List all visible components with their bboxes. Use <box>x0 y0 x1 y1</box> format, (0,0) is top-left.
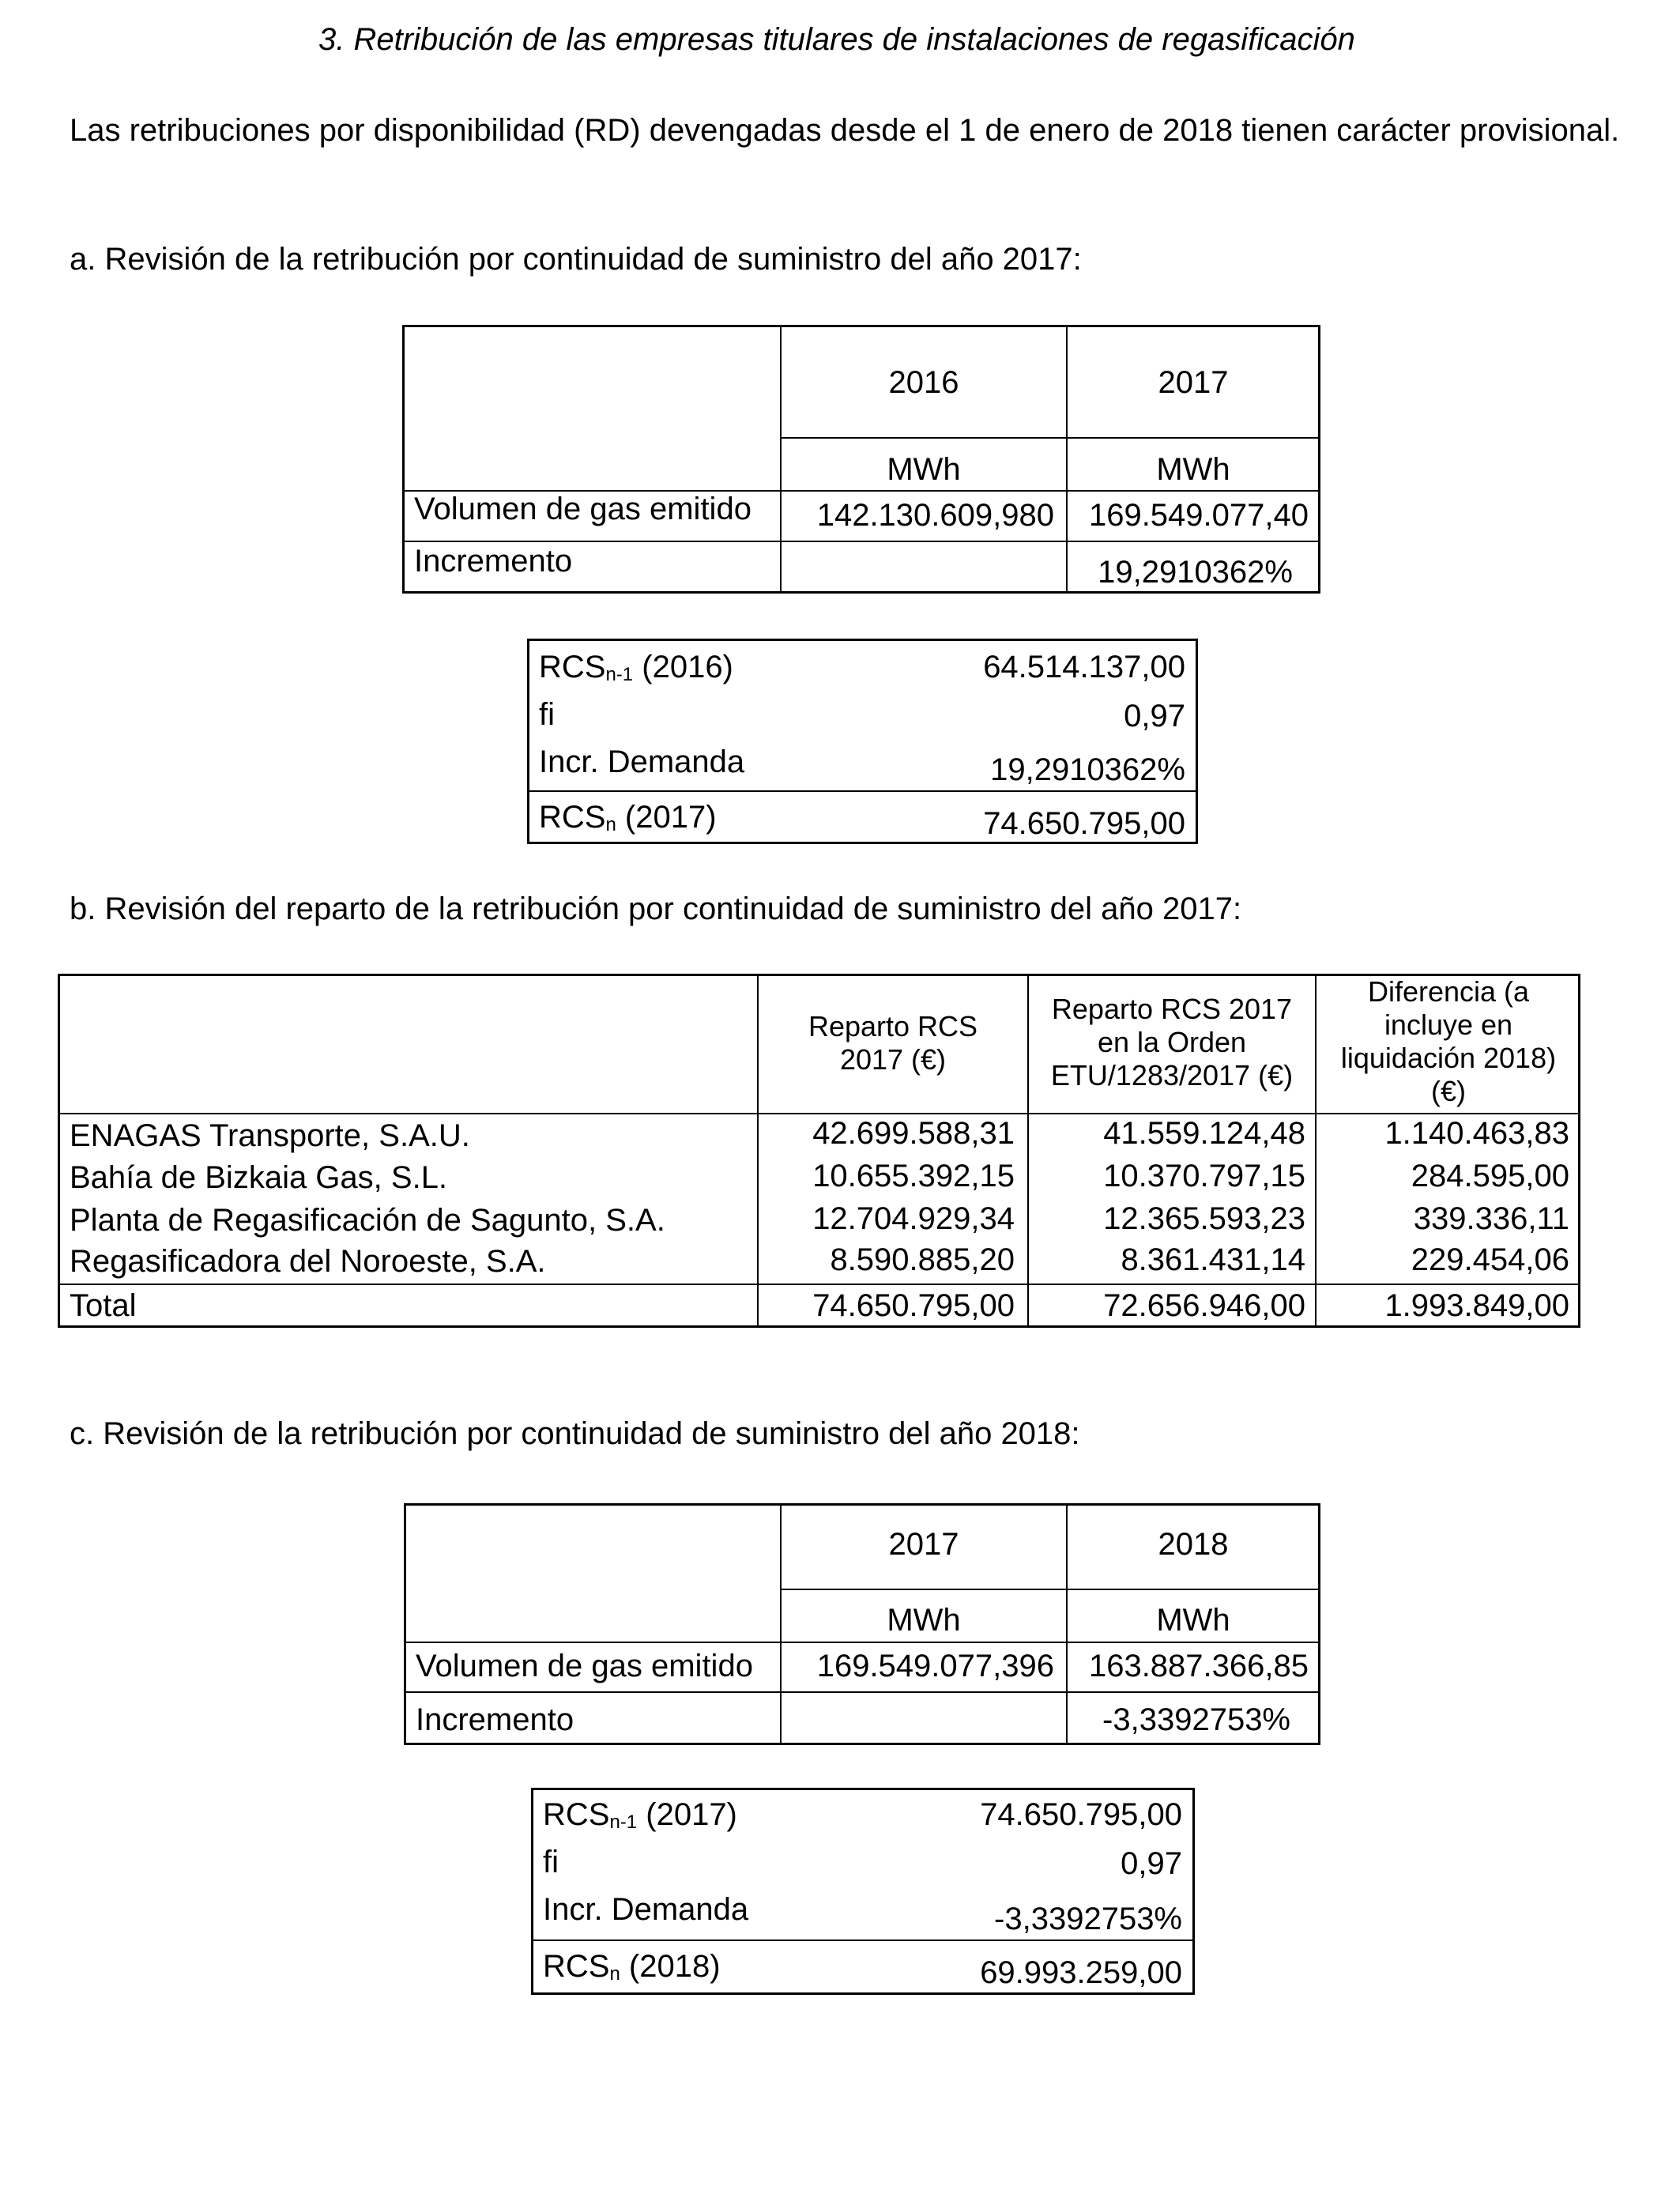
orden-value: 41.559.124,48 <box>1103 1116 1305 1151</box>
header-diferencia: Diferencia (a incluye en liquidación 2018) (€) <box>1340 975 1557 1107</box>
volume-2016-value: 142.130.609,980 <box>816 498 1054 533</box>
header-reparto-orden: Reparto RCS 2017 en la Orden ETU/1283/2017 (€) <box>1050 993 1294 1091</box>
section-title: 3. Retribución de las empresas titulares de instalaciones de regasificación <box>318 22 1355 57</box>
incr-demanda-value: -3,3392753% <box>994 1902 1182 1936</box>
incremento-2018-value: -3,3392753% <box>1102 1702 1290 1737</box>
company-name: Bahía de Bizkaia Gas, S.L. <box>70 1160 448 1195</box>
col-year-2018: 2018 <box>1158 1527 1229 1562</box>
reparto-value: 10.655.392,15 <box>812 1159 1015 1193</box>
reparto-value: 42.699.588,31 <box>812 1116 1015 1151</box>
section-b-heading: b. Revisión del reparto de la retribución por continuidad de suministro del año 2017: <box>70 892 1242 926</box>
row-label-incremento: Incremento <box>414 544 573 579</box>
volume-2017-value: 169.549.077,396 <box>816 1649 1054 1683</box>
incr-demanda-value: 19,2910362% <box>990 752 1185 787</box>
company-name: ENAGAS Transporte, S.A.U. <box>70 1118 470 1153</box>
orden-value: 8.361.431,14 <box>1121 1242 1305 1277</box>
rcs-n-1-label: $RCS_{n-1}$ (2017) <box>543 1797 737 1833</box>
col-unit: MWh <box>1156 452 1230 487</box>
fi-value: 0,97 <box>1121 1846 1182 1881</box>
rcs-n-value: 69.993.259,00 <box>980 1955 1182 1990</box>
section-a-heading: a. Revisión de la retribución por continuidad de suministro del año 2017: <box>70 242 1082 277</box>
total-orden-value: 72.656.946,00 <box>1103 1288 1305 1323</box>
col-unit: MWh <box>887 1603 961 1638</box>
rcs-n-label: $RCS_n$ (2018) <box>543 1949 721 1985</box>
company-name: Regasificadora del Noroeste, S.A. <box>70 1244 546 1279</box>
total-reparto-value: 74.650.795,00 <box>812 1288 1015 1323</box>
row-label-volumen: Volumen de gas emitido <box>416 1649 753 1683</box>
diferencia-value: 229.454,06 <box>1411 1242 1569 1277</box>
col-unit: MWh <box>1156 1603 1230 1638</box>
reparto-value: 8.590.885,20 <box>830 1242 1015 1277</box>
incremento-2017-value: 19,2910362% <box>1098 555 1293 590</box>
incr-demanda-label: Incr. Demanda <box>543 1892 749 1927</box>
intro-paragraph: Las retribuciones por disponibilidad (RD) devengadas desde el 1 de enero de 2018 tienen carácter provisional. <box>70 113 1620 148</box>
row-label-incremento: Incremento <box>416 1702 574 1737</box>
volume-2017-value: 169.549.077,40 <box>1088 498 1309 533</box>
col-unit: MWh <box>887 452 961 487</box>
orden-value: 10.370.797,15 <box>1103 1159 1305 1193</box>
total-diferencia-value: 1.993.849,00 <box>1384 1288 1569 1323</box>
rcs-n-1-value: 74.650.795,00 <box>980 1797 1182 1832</box>
diferencia-value: 339.336,11 <box>1413 1201 1569 1236</box>
col-year-2016: 2016 <box>888 365 959 400</box>
total-label: Total <box>70 1288 137 1323</box>
diferencia-value: 1.140.463,83 <box>1384 1116 1569 1151</box>
diferencia-value: 284.595,00 <box>1411 1159 1569 1193</box>
col-year-2017: 2017 <box>1158 365 1229 400</box>
rcs-n-value: 74.650.795,00 <box>983 806 1185 841</box>
fi-label: fi <box>539 697 555 732</box>
col-year-2017: 2017 <box>888 1527 959 1562</box>
rcs-n-label: $RCS_n$ (2017) <box>539 800 717 835</box>
fi-label: fi <box>543 1845 559 1879</box>
section-c-heading: c. Revisión de la retribución por continuidad de suministro del año 2018: <box>70 1416 1080 1451</box>
rcs-n-1-label: $RCS_{n-1}$ (2016) <box>539 650 733 685</box>
incr-demanda-label: Incr. Demanda <box>539 745 745 779</box>
reparto-value: 12.704.929,34 <box>812 1201 1015 1236</box>
volume-2018-value: 163.887.366,85 <box>1088 1649 1309 1683</box>
orden-value: 12.365.593,23 <box>1103 1201 1305 1236</box>
header-reparto-rcs: Reparto RCS 2017 (€) <box>808 1010 978 1076</box>
fi-value: 0,97 <box>1124 699 1185 733</box>
row-label-volumen: Volumen de gas emitido <box>414 492 751 526</box>
company-name: Planta de Regasificación de Sagunto, S.A. <box>70 1203 665 1238</box>
rcs-n-1-value: 64.514.137,00 <box>983 650 1185 684</box>
